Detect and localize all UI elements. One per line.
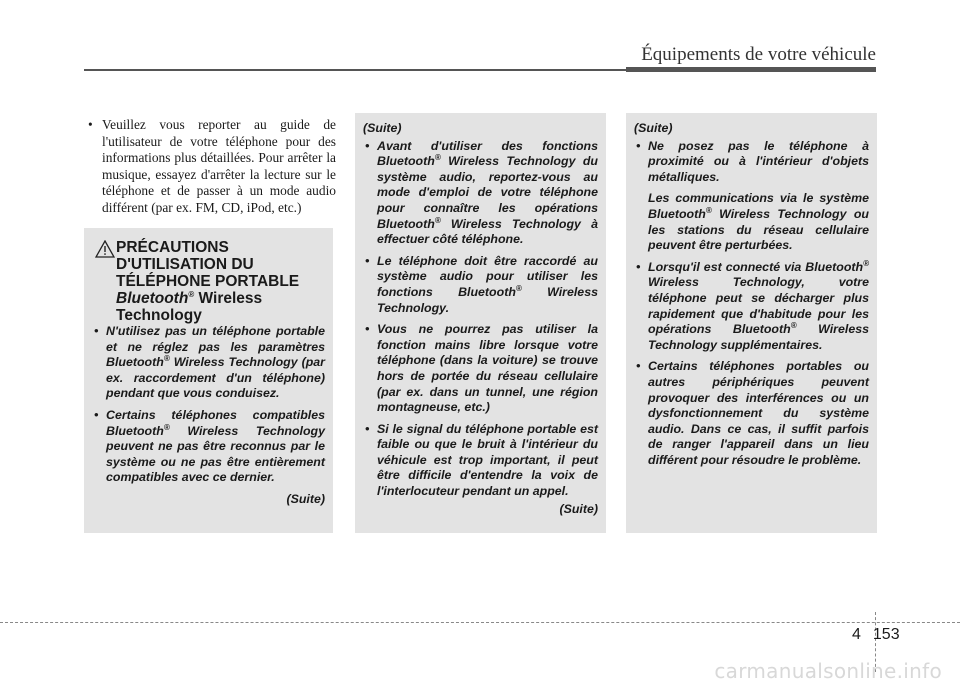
bullet: • [365, 253, 370, 268]
bullet: • [636, 259, 641, 274]
registered-mark: ® [188, 289, 195, 299]
item-text: N'utilisez pas un téléphone portable et ne réglez pas les paramètres Bluetooth [106, 324, 325, 370]
caution-box [84, 228, 333, 533]
caution-title-line: PRÉCAUTIONS [116, 239, 229, 256]
caution-title-rest: Wireless [194, 290, 263, 307]
page-number-value: 153 [872, 626, 900, 643]
item-text: Wireless Technology à effectuer côté téléphone. [377, 216, 598, 247]
chapter-number: 4 [852, 626, 861, 643]
registered-mark: ® [434, 153, 441, 163]
caution-title-line: D'UTILISATION DU [116, 256, 254, 273]
registered-mark: ® [790, 321, 797, 330]
item-text: Wireless Technology peuvent ne pas être reconnus par le système ou ne pas être entièrement compatibles avec ce dernier. [106, 423, 325, 485]
bullet: • [88, 117, 93, 132]
footer-rule [0, 622, 960, 623]
brand-bluetooth: Bluetooth [116, 290, 189, 307]
item-text: Certains téléphones portables ou autres périphériques peuvent provoquer des interférences ou un dysfonctionnement du système audio. Dans ce cas, il suffit parfois de ranger l'appareil dans un lieu différent pour résoudre le problème. [648, 359, 869, 467]
intro-paragraph [88, 117, 336, 216]
item-text: Wireless Technology. [377, 284, 598, 315]
continued-box-2 [355, 113, 606, 533]
list-item [363, 322, 598, 416]
registered-mark: ® [515, 283, 522, 293]
header-accent-bar [626, 67, 876, 72]
item-text: Lorsqu'il est connecté via Bluetooth [648, 259, 864, 274]
sub-paragraph [634, 191, 869, 253]
list-item [363, 422, 598, 500]
bullet: • [365, 421, 370, 436]
item-text: Le téléphone doit être raccordé au système audio pour utiliser les fonctions Bluetooth [377, 253, 598, 299]
bullet: • [94, 324, 99, 338]
watermark: carmanualsonline.info [714, 659, 942, 683]
item-text: Wireless Technology, votre téléphone peut se décharger plus rapidement que d'habitude pour les opérations Bluetooth [648, 275, 869, 337]
list-item [92, 408, 325, 486]
column3-list [634, 121, 869, 474]
caution-title-line: TÉLÉPHONE PORTABLE [116, 273, 300, 290]
registered-mark: ® [705, 205, 712, 215]
caution-list [92, 324, 325, 508]
item-text: Vous ne pourrez pas utiliser la fonction mains libre lorsque votre téléphone (dans la voiture) se trouve hors de portée du réseau cellulaire (par ex. dans un tunnel, une région montagneuse, etc.) [377, 322, 598, 415]
caution-title-line [116, 290, 299, 307]
bullet: • [636, 359, 641, 374]
list-item [634, 260, 869, 354]
caution-title-line: Technology [116, 307, 202, 324]
page-number [852, 626, 900, 644]
registered-mark: ® [163, 422, 170, 432]
section-title: Équipements de votre véhicule [641, 44, 876, 65]
list-item [363, 139, 598, 248]
item-text: Wireless Technology supplémentaires. [648, 322, 869, 352]
continued-label: (Suite) [634, 121, 673, 135]
item-text: Wireless Technology ou les stations du réseau cellulaire peuvent être perturbées. [648, 206, 869, 253]
item-text: Les communications via le système Bluetooth [648, 191, 869, 221]
list-item [92, 324, 325, 402]
continued-label: (Suite) [286, 491, 325, 506]
registered-mark: ® [863, 258, 869, 268]
registered-mark: ® [163, 354, 170, 364]
continued-box-3 [626, 113, 877, 533]
bullet: • [365, 138, 370, 153]
item-text: Si le signal du téléphone portable est faible ou que le bruit à l'intérieur du véhicule est trop important, il peut être difficile d'entendre la voix de l'interlocuteur pendant un appel. [377, 421, 598, 499]
bullet: • [365, 322, 370, 337]
continued-label: (Suite) [559, 501, 598, 516]
warning-triangle-icon [95, 240, 115, 258]
item-text: Wireless Technology (par ex. raccordement d'un téléphone) pendant que vous conduisez. [106, 355, 325, 401]
item-text: Wireless Technology du système audio, reportez-vous au mode d'emploi de votre téléphone pour connaître les opérations Bluetooth [377, 154, 598, 231]
item-text: Ne posez pas le téléphone à proximité ou à l'intérieur d'objets métalliques. [648, 138, 869, 184]
item-text: Avant d'utiliser des fonctions Bluetooth [377, 138, 598, 169]
item-text: Certains téléphones compatibles Bluetooth [106, 407, 325, 438]
bullet: • [636, 138, 641, 153]
column2-list [363, 121, 598, 517]
list-item [634, 359, 869, 468]
intro-text: Veuillez vous reporter au guide de l'utilisateur de votre téléphone pour des informations plus détaillées. Pour arrêter la musique, essayez d'arrêter la lecture sur le téléphone et de passer à un mode audio différent (par ex. FM, CD, iPod, etc.) [102, 117, 336, 215]
list-item [634, 139, 869, 186]
bullet: • [94, 407, 99, 422]
registered-mark: ® [434, 215, 441, 225]
list-item [363, 254, 598, 316]
continued-label: (Suite) [363, 121, 402, 135]
caution-title [116, 239, 299, 324]
